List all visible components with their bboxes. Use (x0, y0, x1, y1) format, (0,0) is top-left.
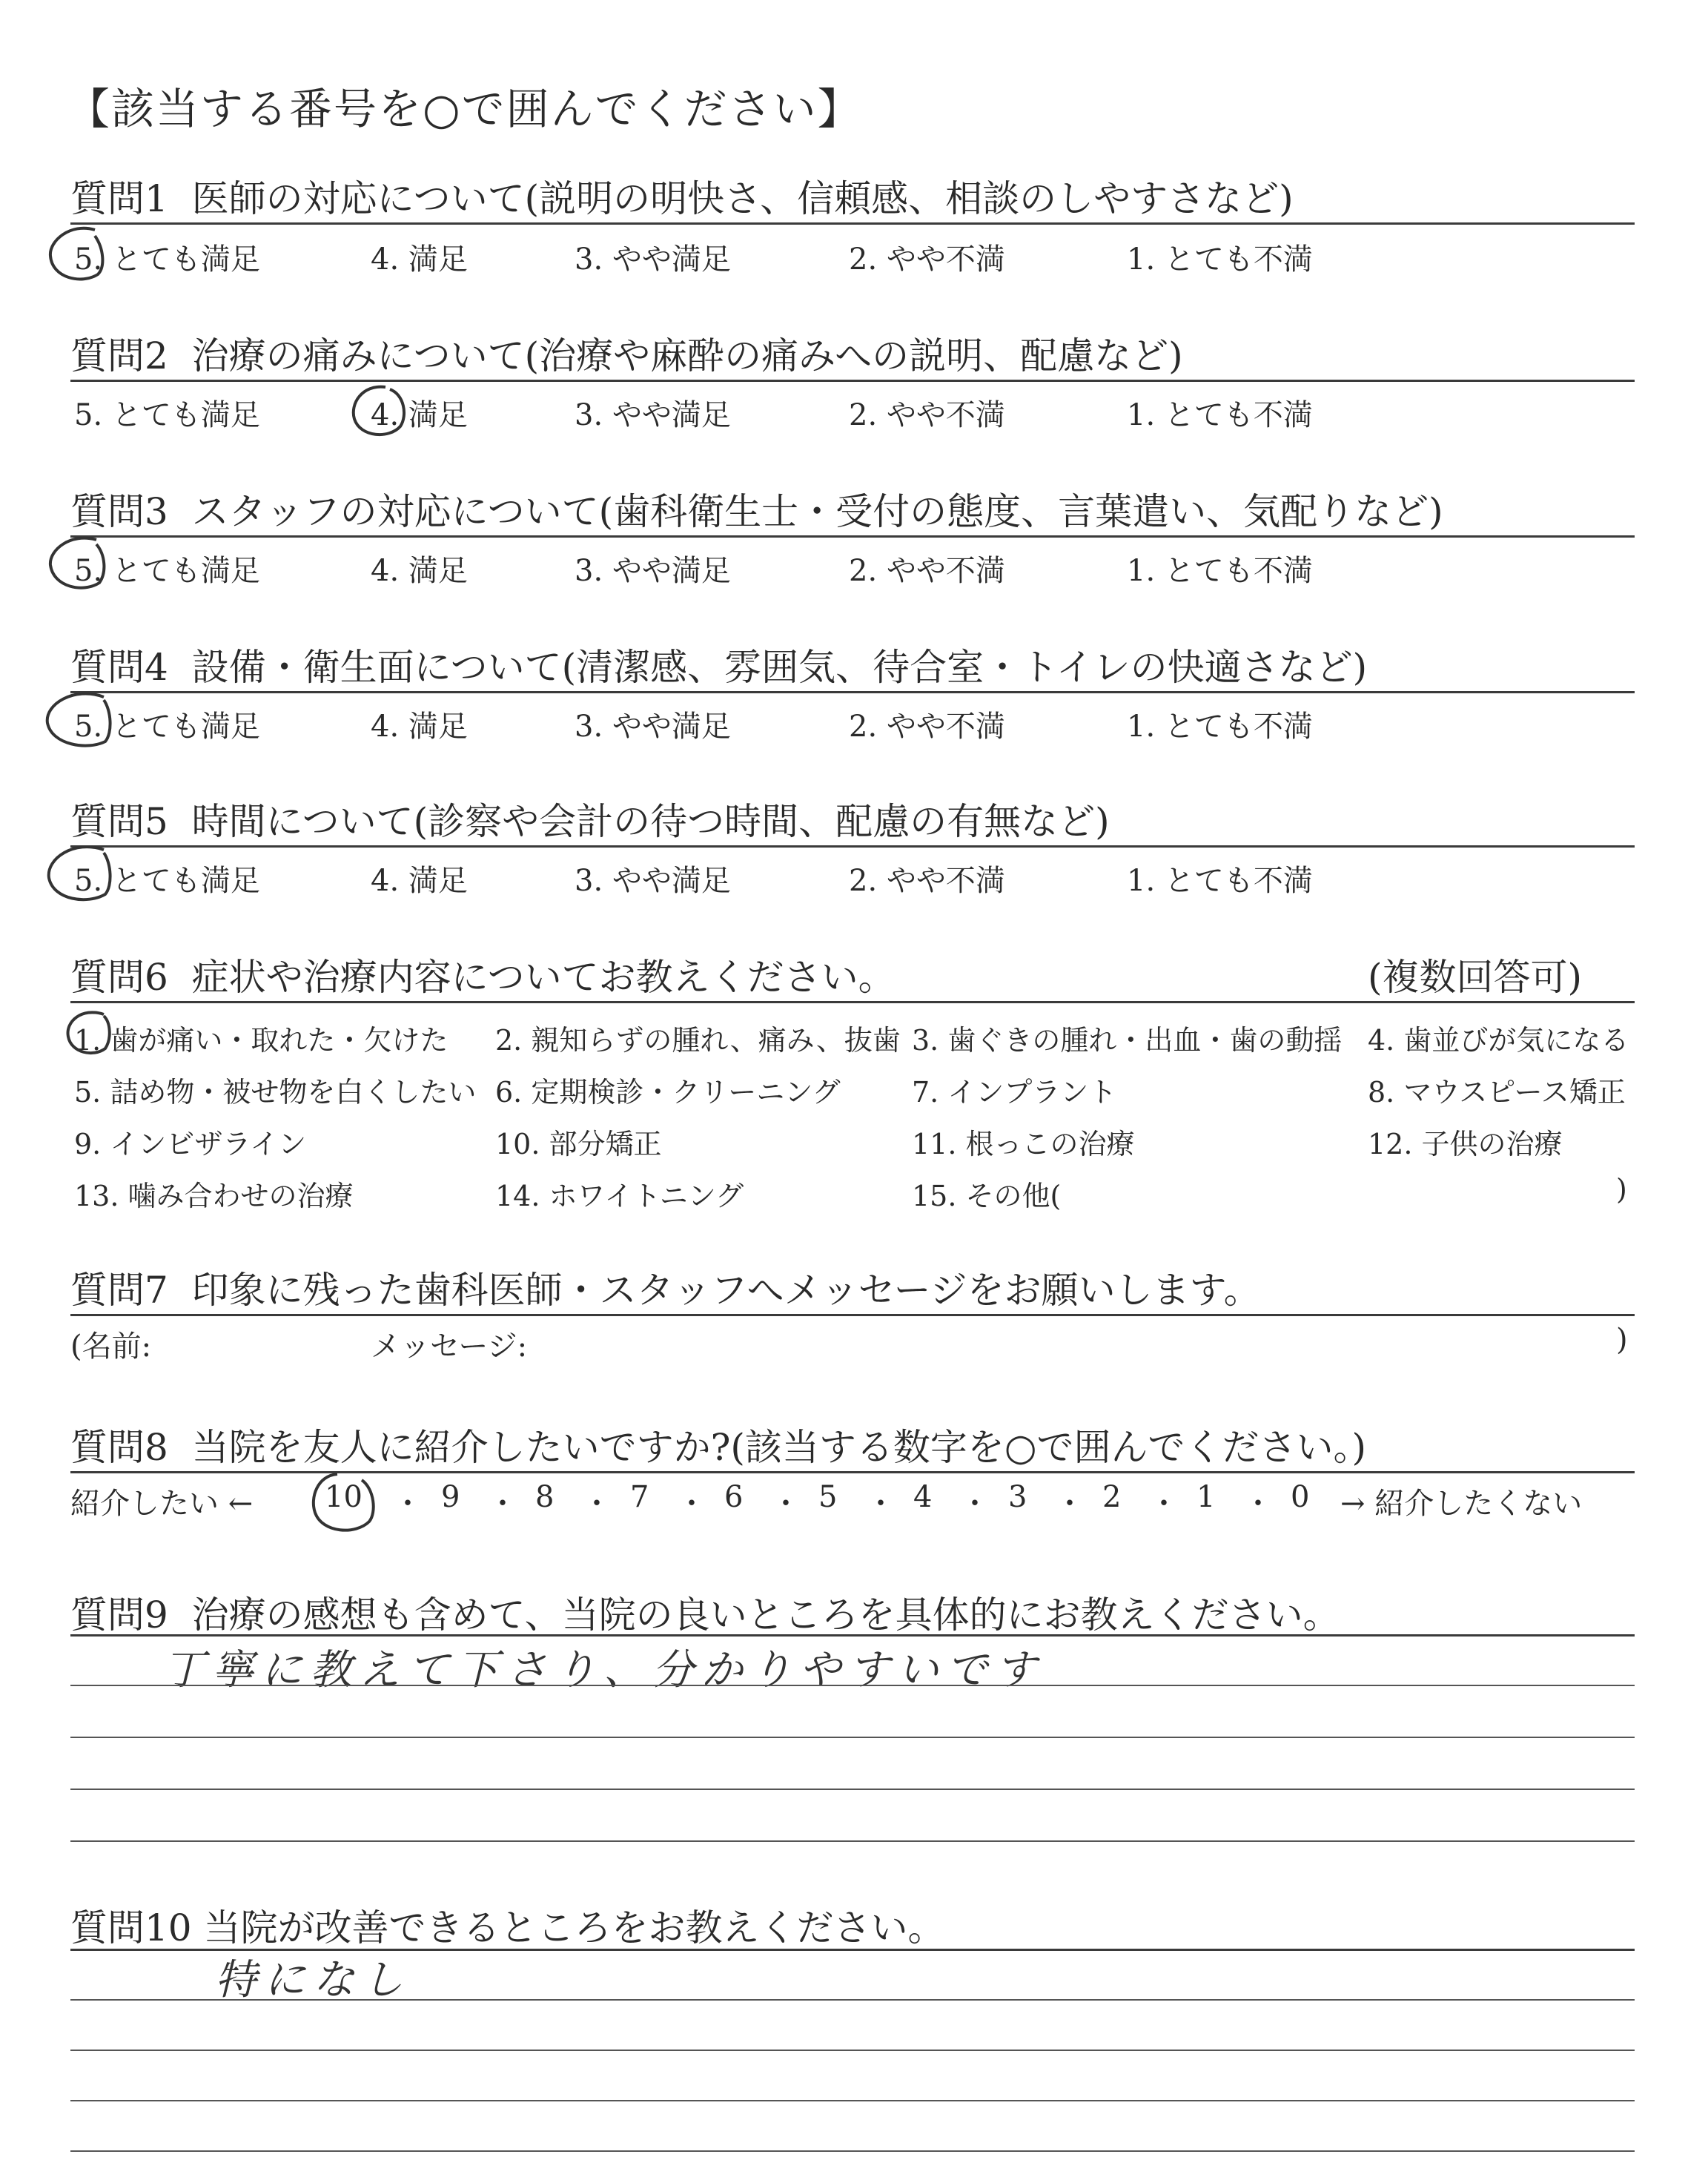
q6-item-14[interactable]: 14. ホワイトニング (495, 1180, 744, 1212)
question-label: 質問8 (70, 1426, 168, 1469)
q5-option-2[interactable]: 2. やや不満 (849, 864, 1005, 898)
q6-item-1[interactable]: 1. 歯が痛い・取れた・欠けた (74, 1024, 448, 1057)
q8-scale-6[interactable]: 6 (724, 1480, 744, 1514)
q8-dot: ・ (677, 1487, 706, 1521)
q8-scale-5[interactable]: 5 (818, 1480, 838, 1514)
q7-name-label: (名前: (70, 1330, 152, 1364)
question-label: 質問9 (70, 1593, 168, 1636)
q1-option-1[interactable]: 1. とても不満 (1127, 242, 1313, 277)
form-title: 【該当する番号を○で囲んでください】 (67, 84, 862, 134)
q8-selection-circle (314, 1474, 374, 1530)
q3-option-2[interactable]: 2. やや不満 (849, 554, 1005, 588)
multiple-answers-note: (複数回答可) (1368, 956, 1583, 999)
q8-dot: ・ (393, 1487, 423, 1521)
q3-selection-circle (50, 538, 105, 588)
q8-dot: ・ (771, 1487, 801, 1521)
q9-handwritten-answer[interactable]: 丁寧に教えて下さり、分かりやすいです (163, 1646, 1044, 1694)
q8-right-label: → 紹介したくない (1340, 1487, 1583, 1521)
question-label: 質問4 (70, 646, 168, 689)
q8-left-label: 紹介したい ← (70, 1487, 254, 1521)
question-text: 医師の対応について(説明の明快さ、信頼感、相談のしやすさなど) (191, 177, 1294, 220)
q2-option-3[interactable]: 3. やや満足 (575, 398, 731, 432)
q4-option-4[interactable]: 4. 満足 (371, 710, 468, 744)
q8-dot: ・ (488, 1487, 517, 1521)
q6-item-10[interactable]: 10. 部分矯正 (495, 1128, 662, 1160)
q7-message-label: メッセージ: (371, 1330, 528, 1364)
q6-item-9[interactable]: 9. インビザライン (74, 1128, 307, 1160)
q5-selection-circle (49, 847, 110, 899)
q8-scale-0[interactable]: 0 (1291, 1480, 1310, 1514)
question-text: 当院が改善できるところをお教えください。 (203, 1906, 945, 1949)
q2-option-2[interactable]: 2. やや不満 (849, 398, 1005, 432)
q8-scale-7[interactable]: 7 (630, 1480, 649, 1514)
q4-option-2[interactable]: 2. やや不満 (849, 710, 1005, 744)
q4-option-5[interactable]: 5. とても満足 (74, 710, 260, 744)
q8-scale-1[interactable]: 1 (1196, 1480, 1216, 1514)
q8-scale-9[interactable]: 9 (441, 1480, 460, 1514)
q8-dot: ・ (1055, 1487, 1085, 1521)
q8-scale-4[interactable]: 4 (913, 1480, 933, 1514)
q6-item-2[interactable]: 2. 親知らずの腫れ、痛み、抜歯 (495, 1024, 901, 1057)
q4-option-3[interactable]: 3. やや満足 (575, 710, 731, 744)
q3-option-1[interactable]: 1. とても不満 (1127, 554, 1313, 588)
q8-dot: ・ (582, 1487, 612, 1521)
q6-item-15[interactable]: 15. その他( (912, 1180, 1062, 1212)
q6-item-8[interactable]: 8. マウスピース矯正 (1368, 1076, 1626, 1109)
q8-dot: ・ (1243, 1487, 1273, 1521)
question-text: スタッフの対応について(歯科衛生士・受付の態度、言葉遣い、気配りなど) (191, 490, 1443, 533)
q6-item-13[interactable]: 13. 噛み合わせの治療 (74, 1180, 354, 1212)
q6-item-4[interactable]: 4. 歯並びが気になる (1368, 1024, 1629, 1057)
q2-selection-circle (354, 387, 404, 435)
q1-option-4[interactable]: 4. 満足 (371, 242, 468, 277)
q8-dot: ・ (1149, 1487, 1179, 1521)
q5-option-3[interactable]: 3. やや満足 (575, 864, 731, 898)
question-label: 質問3 (70, 490, 168, 533)
q3-option-3[interactable]: 3. やや満足 (575, 554, 731, 588)
q6-selection-circle (68, 1012, 110, 1053)
q2-option-4[interactable]: 4. 満足 (371, 398, 468, 432)
question-label: 質問1 (70, 177, 168, 220)
q8-dot: ・ (866, 1487, 896, 1521)
q5-option-1[interactable]: 1. とても不満 (1127, 864, 1313, 898)
q3-option-4[interactable]: 4. 満足 (371, 554, 468, 588)
question-text: 設備・衛生面について(清潔感、雰囲気、待合室・トイレの快適さなど) (191, 646, 1368, 689)
question-text: 治療の感想も含めて、当院の良いところを具体的にお教えください。 (191, 1593, 1340, 1636)
question-label: 質問2 (70, 334, 168, 377)
q6-other-close-paren: ) (1616, 1173, 1627, 1206)
q1-selection-circle (50, 228, 103, 280)
q8-scale-3[interactable]: 3 (1008, 1480, 1027, 1514)
q7-close-paren: ) (1616, 1323, 1628, 1357)
question-label: 質問10 (70, 1906, 192, 1949)
question-label: 質問5 (70, 800, 168, 843)
q8-scale-10[interactable]: 10 (325, 1480, 363, 1514)
question-text: 当院を友人に紹介したいですか?(該当する数字を○で囲んでください。) (191, 1426, 1367, 1469)
q8-scale-8[interactable]: 8 (535, 1480, 555, 1514)
q10-handwritten-answer[interactable]: 特になし (215, 1956, 411, 2004)
q6-item-5[interactable]: 5. 詰め物・被せ物を白くしたい (74, 1076, 477, 1109)
question-text: 印象に残った歯科医師・スタッフへメッセージをお願いします。 (191, 1269, 1261, 1312)
question-label: 質問7 (70, 1269, 168, 1312)
q3-option-5[interactable]: 5. とても満足 (74, 554, 260, 588)
q1-option-3[interactable]: 3. やや満足 (575, 242, 731, 277)
q2-option-1[interactable]: 1. とても不満 (1127, 398, 1313, 432)
q1-option-5[interactable]: 5. とても満足 (74, 242, 260, 277)
q6-item-3[interactable]: 3. 歯ぐきの腫れ・出血・歯の動揺 (912, 1024, 1343, 1057)
q6-item-6[interactable]: 6. 定期検診・クリーニング (495, 1076, 841, 1109)
question-text: 時間について(診察や会計の待つ時間、配慮の有無など) (191, 800, 1110, 843)
q6-item-11[interactable]: 11. 根っこの治療 (912, 1128, 1135, 1160)
q4-selection-circle (47, 693, 110, 745)
q5-option-4[interactable]: 4. 満足 (371, 864, 468, 898)
q6-item-7[interactable]: 7. インプラント (912, 1076, 1117, 1109)
q1-option-2[interactable]: 2. やや不満 (849, 242, 1005, 277)
question-label: 質問6 (70, 956, 168, 999)
q8-dot: ・ (960, 1487, 990, 1521)
question-text: 治療の痛みについて(治療や麻酔の痛みへの説明、配慮など) (191, 334, 1183, 377)
question-text: 症状や治療内容についてお教えください。 (191, 956, 896, 999)
q6-item-12[interactable]: 12. 子供の治療 (1368, 1128, 1563, 1160)
q8-scale-2[interactable]: 2 (1102, 1480, 1122, 1514)
q4-option-1[interactable]: 1. とても不満 (1127, 710, 1313, 744)
q5-option-5[interactable]: 5. とても満足 (74, 864, 260, 898)
q2-option-5[interactable]: 5. とても満足 (74, 398, 260, 432)
